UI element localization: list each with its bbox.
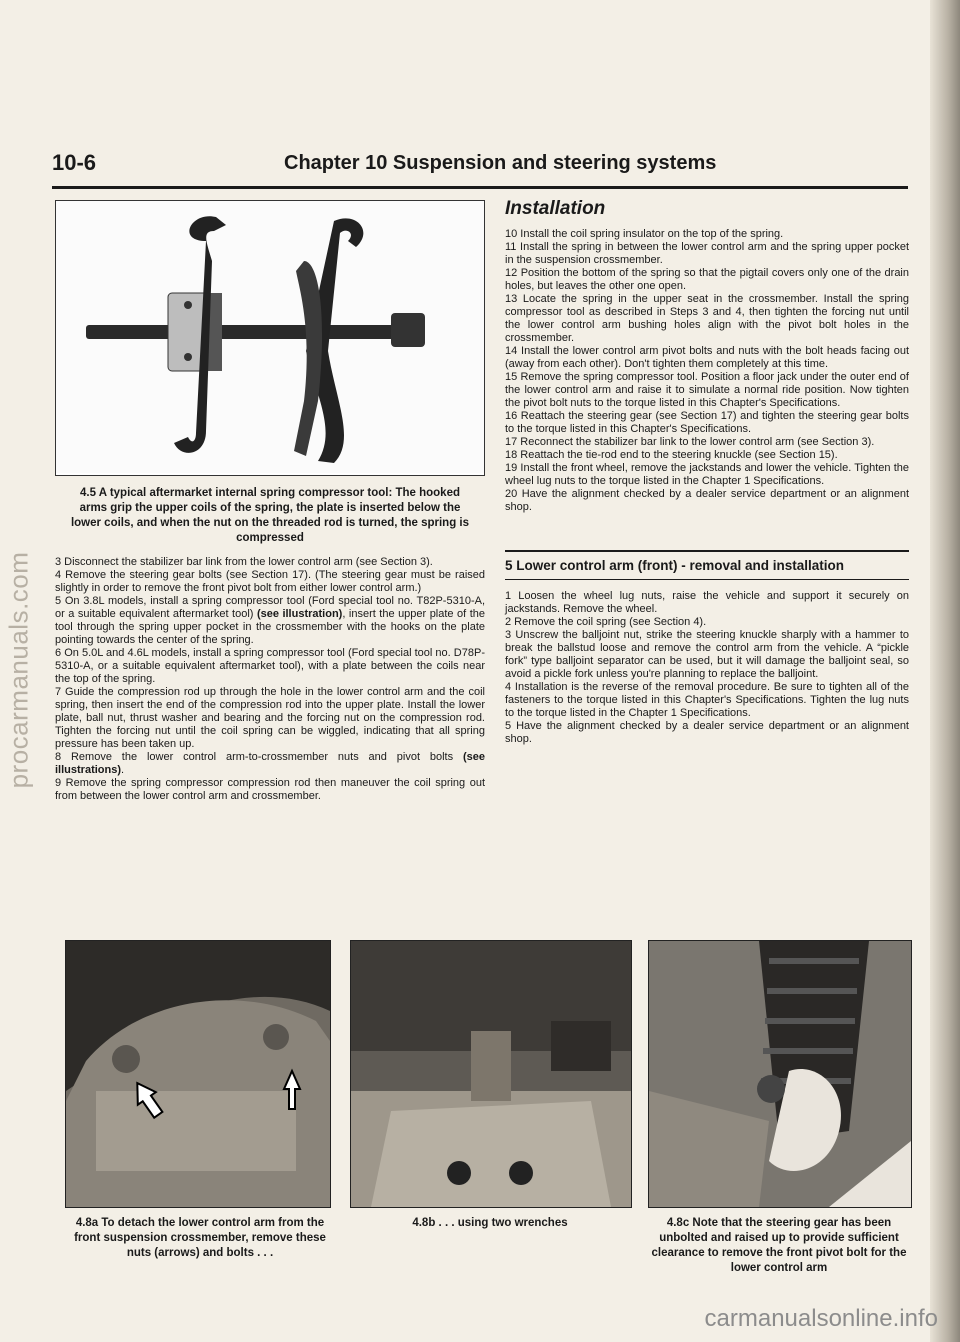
photo-4-8b: [350, 940, 632, 1208]
figure-4-5-caption: 4.5 A typical aftermarket internal spring compressor tool: The hooked arms grip the upper coils of the spring, the plate is inserted below the lower coils, and when the nut on the threaded rod is turned, the spring is compressed: [70, 487, 470, 544]
side-watermark: [3, 551, 34, 789]
step-5-see-illustration: (see illustration): [256, 608, 343, 620]
right-column: [505, 198, 909, 746]
paragraph-step-15: 15 Remove the spring compressor tool. Position a floor jack under the outer end of the lower control arm and raise it to simulate a normal ride position. Now tighten the pivot bolt nuts to the torque listed in this Chapter's Specifications.: [505, 371, 909, 409]
paragraph-step-6: 6 On 5.0L and 4.6L models, install a spring compressor tool (Ford special tool no. D78P-5310-A, or a suitable equivalent aftermarket tool), with a plate between the coils near the top of the spring.: [55, 647, 485, 685]
figure-4-5-spring-compressor: [55, 200, 485, 476]
header-rule: [52, 186, 908, 189]
step-8-text: 8 Remove the lower control arm-to-crossmember nuts and pivot bolts: [55, 751, 463, 763]
page-header: [52, 150, 908, 180]
photo-4-8c: [648, 940, 912, 1208]
photo-4-8b-caption: 4.8b . . . using two wrenches: [412, 1217, 568, 1229]
section-5-heading: 5 Lower control arm (front) - removal and installation: [505, 558, 845, 573]
paragraph-step-8: [55, 751, 485, 777]
section-5-step-5: 5 Have the alignment checked by a dealer service department or an alignment shop.: [505, 720, 909, 745]
paragraph-step-12: 12 Position the bottom of the spring so that the pigtail covers only one of the drain holes, but leaves the other one open.: [505, 267, 909, 292]
photo-4-8b-image: [351, 941, 631, 1207]
left-text-block: [55, 556, 485, 803]
paragraph-step-20: 20 Have the alignment checked by a dealer service department or an alignment shop.: [505, 488, 909, 513]
photo-4-8c-image: [649, 941, 911, 1207]
paragraph-step-9: 9 Remove the spring compressor compression rod then maneuver the coil spring out from between the lower control arm and crossmember.: [55, 777, 485, 802]
step-8-text-cont: .: [121, 764, 125, 776]
paragraph-step-18: 18 Reattach the tie-rod end to the steering knuckle (see Section 15).: [505, 449, 838, 461]
installation-heading: Installation: [505, 198, 606, 219]
bottom-watermark: carmanualsonline.info: [704, 1305, 938, 1332]
paragraph-step-4: 4 Remove the steering gear bolts (see Section 17). (The steering gear must be raised slightly in order to remove the front pivot bolt from either lower control arm.): [55, 569, 485, 594]
section-5-step-4: 4 Installation is the reverse of the removal procedure. Be sure to tighten all of the fasteners to the torque listed in this Chapter's Specifications. Tighten the lug nuts to the torque listed in the Chapter 1 Specifications.: [505, 681, 909, 719]
page-edge-shadow: [930, 0, 960, 1342]
photo-4-8c-caption: 4.8c Note that the steering gear has been unbolted and raised up to provide sufficient clearance to remove the front pivot bolt for the lower control arm: [651, 1217, 907, 1274]
paragraph-step-5: [55, 595, 485, 647]
paragraph-step-11: 11 Install the spring in between the lower control arm and the spring upper pocket in the suspension crossmember.: [505, 241, 909, 266]
side-watermark-text: procarmanuals.com: [3, 551, 34, 789]
step-5-text: 5 On 3.8L models, install a spring compressor tool (Ford special tool no. T82P-5310-A, or a suitable equivalent aftermarket tool): [55, 595, 485, 620]
step-8-see-illustrations: (see illustrations): [55, 751, 485, 776]
left-column: [55, 200, 485, 803]
page-number: 10-6: [52, 150, 97, 175]
paragraph-step-16: 16 Reattach the steering gear (see Section 17) and tighten the steering gear bolts to the torque listed in this Chapter's Specifications.: [505, 410, 909, 435]
paragraph-step-10: 10 Install the coil spring insulator on the top of the spring.: [505, 228, 784, 240]
paragraph-step-3: 3 Disconnect the stabilizer bar link from the lower control arm (see Section 3).: [55, 556, 433, 568]
section-5-step-1: 1 Loosen the wheel lug nuts, raise the vehicle and support it securely on jackstands. Remove the wheel.: [505, 590, 909, 615]
section-5-step-3: 3 Unscrew the balljoint nut, strike the steering knuckle sharply with a hammer to break the ballstud loose and remove the control arm from the vehicle. A “pickle fork” type balljoint separator can be used, but it will damage the balljoint seal, so avoid a pickle fork unless you're planning to replace the balljoint.: [505, 629, 909, 680]
photo-4-8a-caption: 4.8a To detach the lower control arm from the front suspension crossmember, remove these nuts (arrows) and bolts . . .: [74, 1217, 326, 1259]
spring-compressor-illustration: [56, 201, 484, 473]
paragraph-step-13: 13 Locate the spring in the upper seat in the crossmember. Install the spring compressor tool as described in Steps 3 and 4, then tighten the forcing nut until the lower control arm bushing holes align with the pivot bolt holes in the crossmember.: [505, 293, 909, 344]
paragraph-step-19: 19 Install the front wheel, remove the jackstands and lower the vehicle. Tighten the wheel lug nuts to the torque listed in the Chapter 1 Specifications.: [505, 462, 909, 487]
paragraph-step-14: 14 Install the lower control arm pivot bolts and nuts with the bolt heads facing out (away from each other). Don't tighten them completely at this time.: [505, 345, 909, 370]
chapter-title: Chapter 10 Suspension and steering systems: [284, 152, 717, 174]
photo-4-8a: [65, 940, 331, 1208]
section-5-top-rule: [505, 550, 909, 552]
section-5-step-2: 2 Remove the coil spring (see Section 4).: [505, 616, 707, 628]
step-5-text-cont: , insert the upper plate of the tool through the spring upper pocket in the crossmember with the hooks on the plate pointing towards the center of the spring.: [55, 608, 485, 646]
paragraph-step-17: 17 Reconnect the stabilizer bar link to the lower control arm (see Section 3).: [505, 436, 875, 448]
paragraph-step-7: 7 Guide the compression rod up through the hole in the lower control arm and the coil spring, then insert the end of the compression rod into the upper plate. Install the lower plate, ball nut, thrust washer and bearing and the forcing nut on the compression rod. Tighten the forcing nut until the coil spring can be wiggled, indicating that all spring pressure has been taken up.: [55, 686, 485, 750]
photo-4-8a-image: [66, 941, 330, 1207]
